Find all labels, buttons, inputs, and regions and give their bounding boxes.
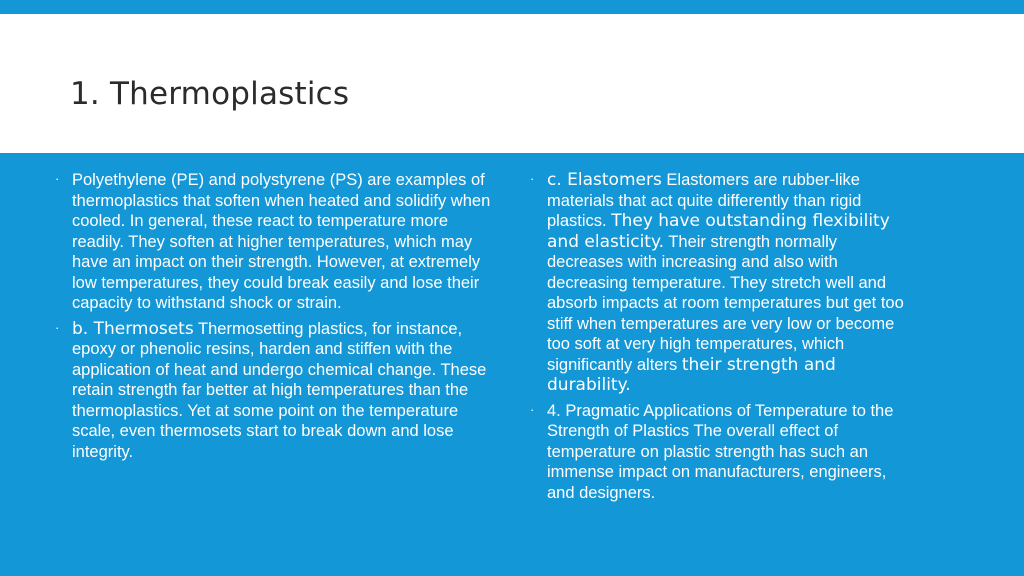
slide-title: 1. Thermoplastics [70, 76, 350, 112]
bullet-heading: b. Thermosets [72, 318, 194, 339]
left-column [55, 170, 500, 467]
bullet-applications [530, 401, 915, 504]
bullet-text: Thermosetting plastics, for instance, epoxy or phenolic resins, harden and stiffen with the application of heat and undergo chemical change. These retain strength far better at high temperatures than the thermoplastics. Yet at some point on the temperature scale, even thermosets start to break down and lose integrity. [72, 319, 487, 461]
bullet-emphasis: They have outstanding flexibility and elasticity. [547, 211, 890, 252]
right-column [530, 170, 915, 508]
bullet-dot-icon: · [530, 401, 535, 417]
title-band [0, 14, 1024, 153]
bullet-elastomers [530, 170, 915, 396]
bullet-text: Polyethylene (PE) and polystyrene (PS) are examples of thermoplastics that soften when heated and solidify when cooled. In general, these react to temperature more readily. They soften at higher temperatures, which may have an impact on their strength. However, at extremely low temperatures, they could break easily and lose their capacity to withstand shock or strain. [72, 171, 491, 312]
bullet-emphasis: their strength and durability. [547, 354, 836, 395]
bullet-dot-icon: · [55, 319, 60, 335]
bullet-dot-icon: · [530, 171, 535, 186]
top-accent-bar [0, 0, 1024, 14]
bullet-dot-icon: · [55, 171, 60, 186]
bullet-thermosets [55, 319, 500, 463]
bullet-heading: c. Elastomers [547, 170, 662, 190]
bullet-text: Their strength normally decreases with increasing and also with decreasing temperature. They stretch well and absorb impacts at room temperatures but get too stiff when temperatures are very low or become too soft at very high temperatures, which significantly alters [547, 232, 904, 374]
bullet-thermoplastics [55, 170, 500, 314]
content-area [0, 153, 1024, 576]
bullet-text: Elastomers are rubber-like materials that act quite differently than rigid plastics. [547, 171, 862, 230]
bullet-text: 4. Pragmatic Applications of Temperature to the Strength of Plastics The overall effect of temperature on plastic strength has such an immense impact on manufacturers, engineers, and designers. [547, 401, 894, 502]
